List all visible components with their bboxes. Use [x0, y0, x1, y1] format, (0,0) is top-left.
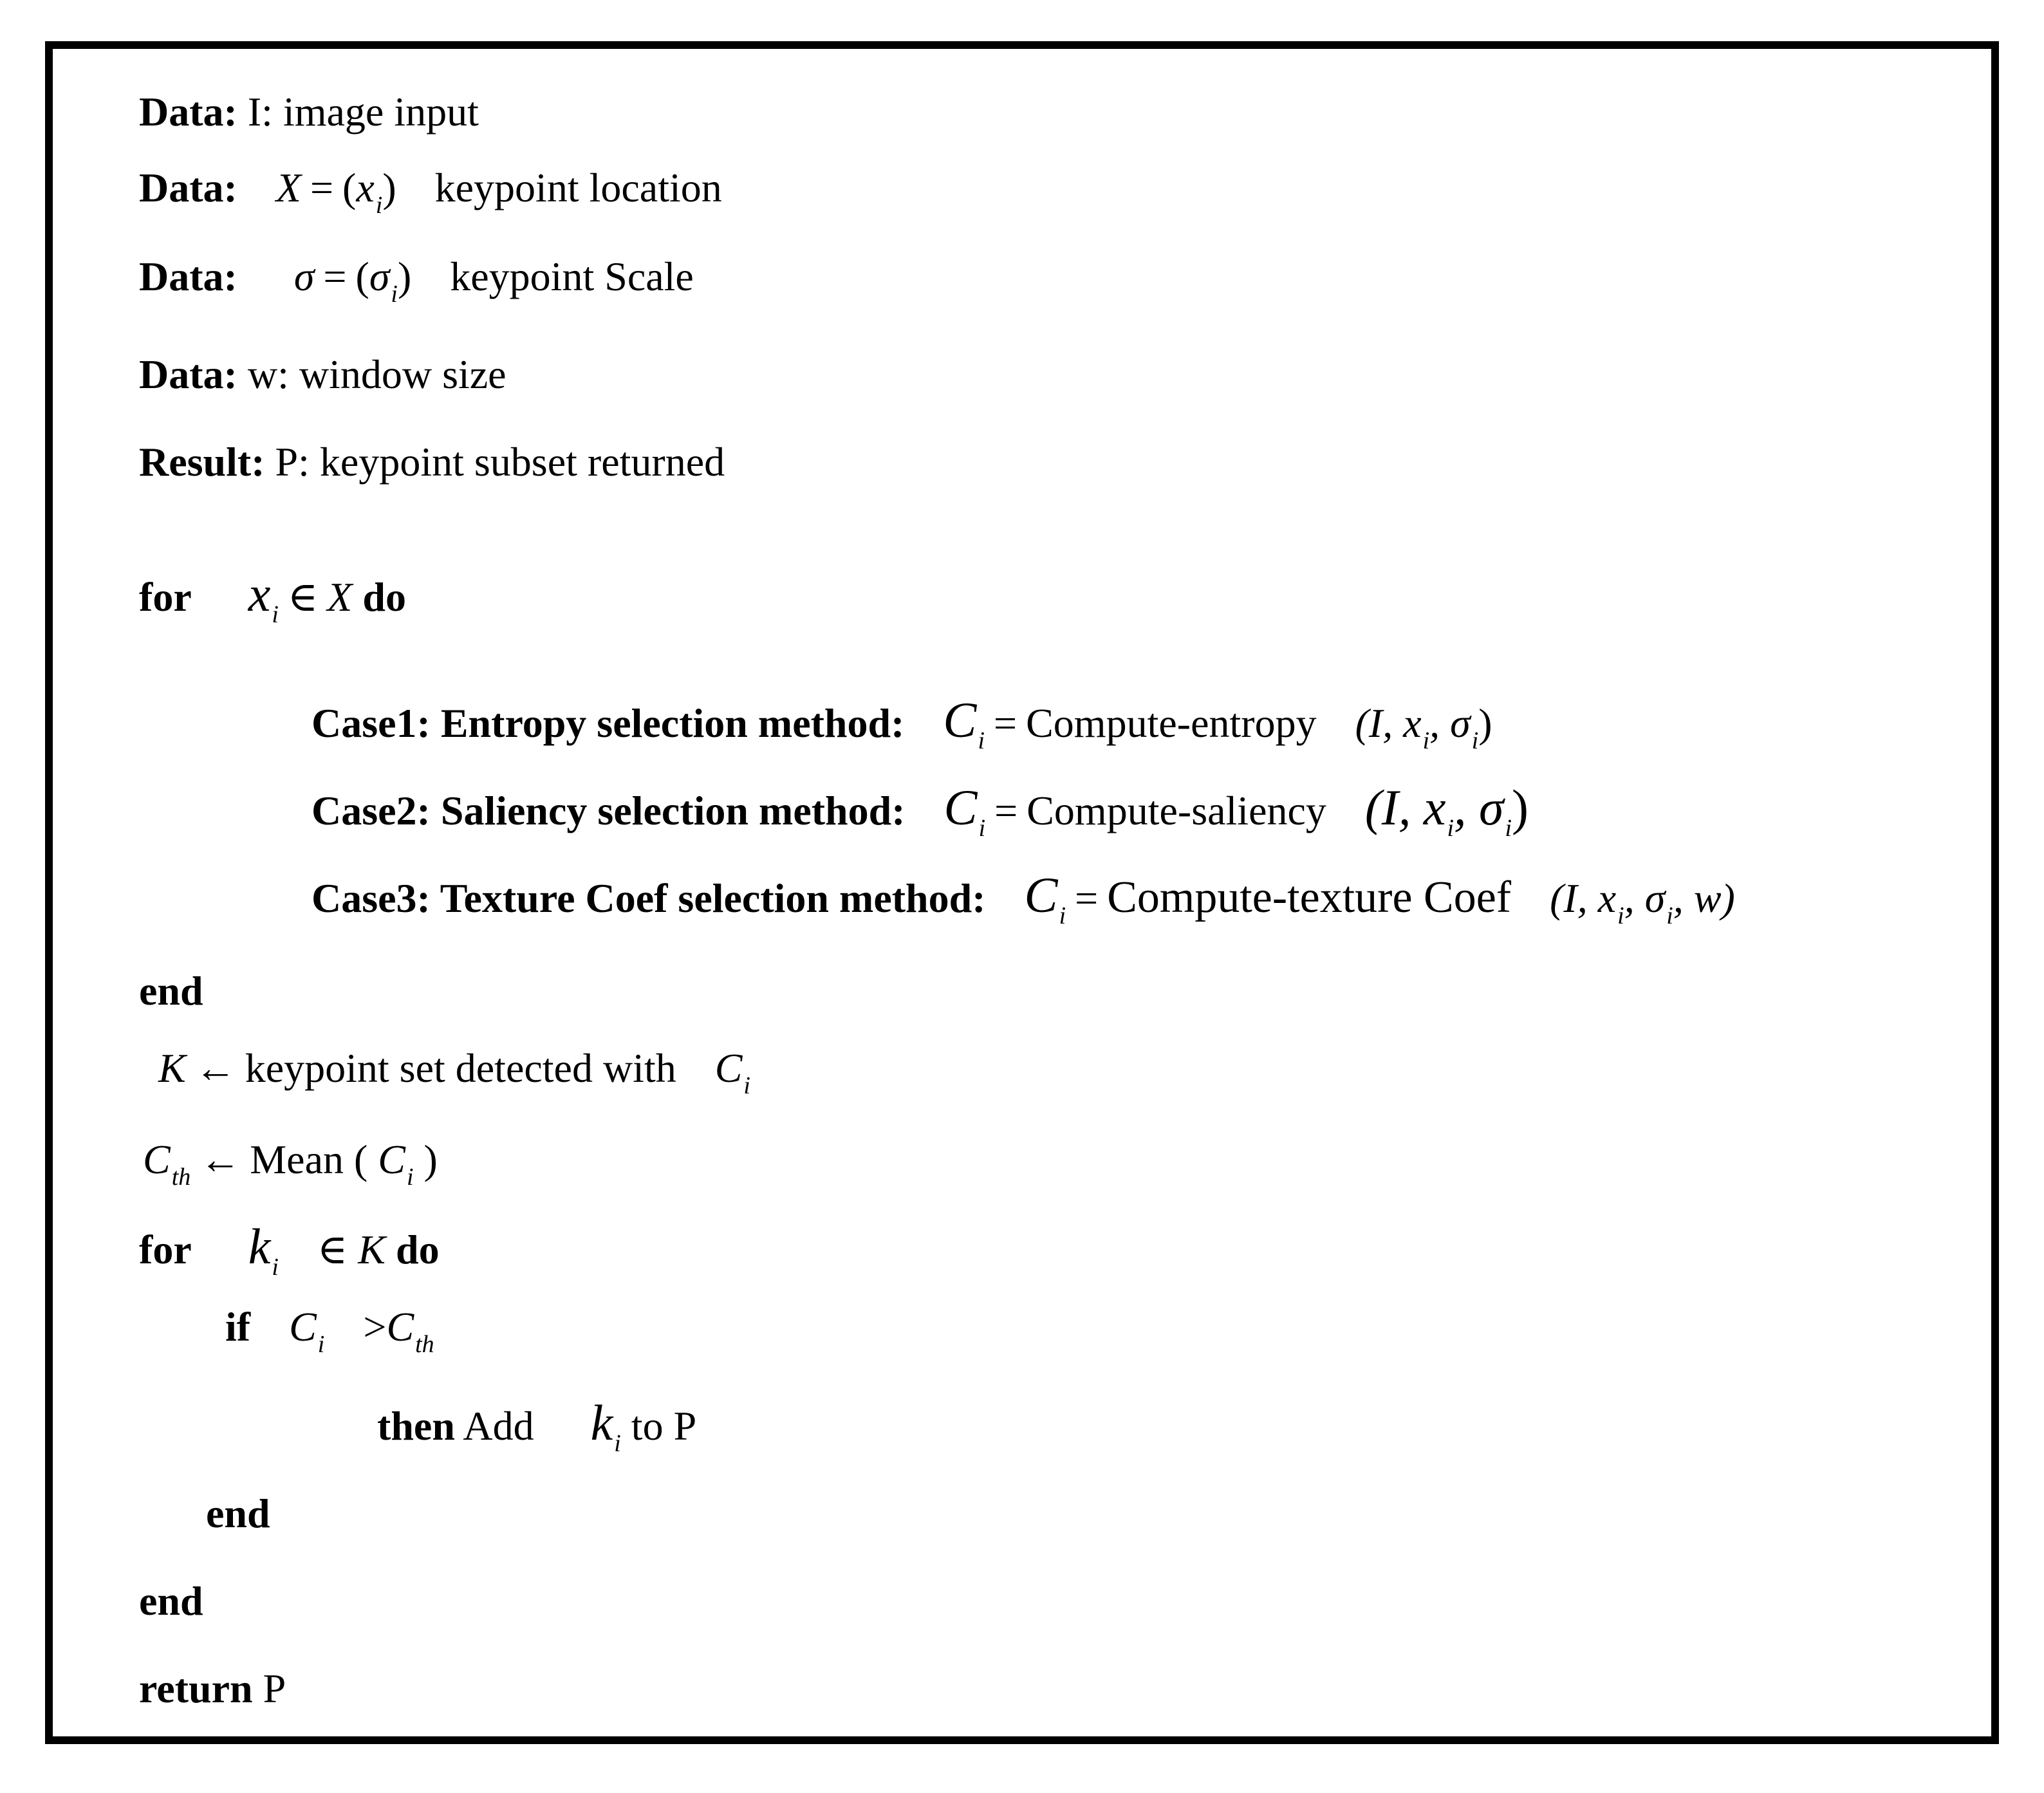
math-operator: = [310, 165, 334, 210]
assign-var-subscript: i [743, 1072, 750, 1099]
case-lhs: C [943, 692, 977, 748]
case-args-rest: , σ [1429, 700, 1471, 746]
assign-text: keypoint set detected with [245, 1045, 676, 1091]
if-keyword: if [225, 1304, 251, 1350]
case-args-subscript: i [1617, 902, 1624, 929]
assign-arrow: ← [200, 1137, 241, 1182]
end-keyword-for1: end [139, 968, 203, 1014]
then-variable: k [590, 1395, 613, 1451]
do-keyword: do [395, 1227, 440, 1272]
data-text: w: window size [247, 351, 506, 397]
data-keyword: Data: [139, 89, 237, 135]
loop-variable: x [248, 566, 271, 622]
loop-variable: k [248, 1218, 271, 1274]
data-text: I: image input [247, 89, 479, 135]
case-lhs-subscript: i [978, 727, 985, 754]
for-loop-detected [139, 1218, 440, 1281]
if-rhs: C [386, 1304, 414, 1350]
data-keyword: Data: [139, 351, 237, 397]
assign-var: C [714, 1045, 743, 1091]
assign-k-line [158, 1045, 750, 1099]
data-line-window-size [139, 351, 506, 397]
if-rhs-subscript: th [415, 1331, 434, 1358]
result-text: P: keypoint subset returned [275, 439, 725, 485]
math-paren: ( [355, 254, 369, 299]
assign-close: ) [423, 1137, 438, 1182]
result-line [139, 441, 725, 483]
math-paren: ( [342, 165, 357, 210]
case-args-close: ) [1478, 700, 1492, 746]
case-args: (I, x [1355, 700, 1422, 746]
case-args-close: , w) [1673, 875, 1735, 921]
for-keyword: for [139, 1227, 192, 1272]
case-args-subscript: i [1422, 727, 1430, 754]
case-equals: = [994, 788, 1018, 833]
case-args-rest: , σ [1454, 779, 1504, 835]
math-operator: = [323, 254, 347, 299]
if-lhs: C [289, 1304, 317, 1350]
case-args: (I, x [1550, 875, 1617, 921]
data-keyword: Data: [139, 165, 237, 210]
loop-set: X [327, 574, 353, 620]
math-variable: σ [369, 254, 390, 299]
data-line-keypoint-scale [139, 254, 694, 308]
case-saliency [311, 779, 1529, 842]
case-label: Case3: Texture Coef selection method: [311, 875, 986, 921]
math-paren: ) [382, 165, 396, 210]
loop-variable-subscript: i [272, 1254, 279, 1281]
math-symbol: X [275, 165, 301, 210]
math-subscript: i [391, 281, 398, 308]
assign-text: Mean ( [250, 1137, 368, 1182]
case-texture-coef [311, 867, 1735, 929]
case-lhs: C [1024, 867, 1058, 923]
then-text: Add [463, 1403, 534, 1449]
math-paren: ) [397, 254, 412, 299]
assign-arrow: ← [194, 1045, 236, 1091]
case-lhs: C [943, 779, 978, 835]
then-keyword: then [377, 1403, 455, 1449]
then-rest: to P [631, 1403, 697, 1449]
math-variable: x [356, 165, 375, 210]
for-keyword: for [139, 574, 192, 620]
element-of-operator: ∈ [317, 1227, 348, 1272]
case-args-rest: , σ [1624, 875, 1666, 921]
data-text: keypoint location [434, 165, 722, 210]
case-function: Compute-saliency [1027, 788, 1326, 833]
assign-var-subscript: i [406, 1164, 414, 1191]
loop-variable-subscript: i [272, 601, 279, 628]
element-of-operator: ∈ [287, 574, 319, 620]
case-function: Compute-entropy [1026, 700, 1317, 746]
return-value: P [263, 1666, 286, 1711]
case-equals: = [1075, 875, 1099, 921]
return-keyword: return [139, 1666, 253, 1711]
data-text: keypoint Scale [450, 254, 694, 299]
case-entropy [311, 692, 1492, 754]
case-equals: = [994, 700, 1017, 746]
assign-lhs-subscript: th [171, 1164, 191, 1191]
case-args-subscript-2: i [1471, 727, 1479, 754]
case-args-subscript: i [1447, 815, 1454, 842]
data-line-keypoint-location [139, 165, 722, 219]
case-lhs-subscript: i [978, 815, 986, 842]
return-line [139, 1668, 286, 1709]
for-loop-keypoints [139, 566, 406, 628]
then-line [377, 1395, 697, 1457]
if-line [225, 1304, 434, 1358]
assign-lhs: C [143, 1137, 171, 1182]
then-variable-subscript: i [614, 1430, 621, 1457]
do-keyword: do [362, 574, 406, 620]
assign-lhs: K [158, 1045, 186, 1091]
case-label: Case1: Entropy selection method: [311, 700, 905, 746]
end-keyword-for2: end [139, 1578, 203, 1624]
math-symbol: σ [293, 254, 315, 299]
if-lhs-subscript: i [317, 1331, 325, 1358]
math-subscript: i [375, 192, 383, 219]
data-line-image [139, 91, 479, 133]
if-operator: > [363, 1304, 387, 1350]
case-args-close: ) [1512, 779, 1529, 835]
case-args-subscript-2: i [1666, 902, 1673, 929]
case-args-subscript-2: i [1505, 815, 1512, 842]
result-keyword: Result: [139, 439, 265, 485]
case-lhs-subscript: i [1059, 902, 1066, 929]
case-label: Case2: Saliency selection method: [311, 788, 906, 833]
assign-cth-line [143, 1137, 438, 1191]
loop-set: K [358, 1227, 386, 1272]
case-args: (I, x [1364, 779, 1446, 835]
assign-var: C [378, 1137, 405, 1182]
case-function: Compute-texture Coef [1107, 873, 1512, 922]
data-keyword: Data: [139, 254, 237, 299]
end-keyword-if: end [206, 1491, 270, 1536]
